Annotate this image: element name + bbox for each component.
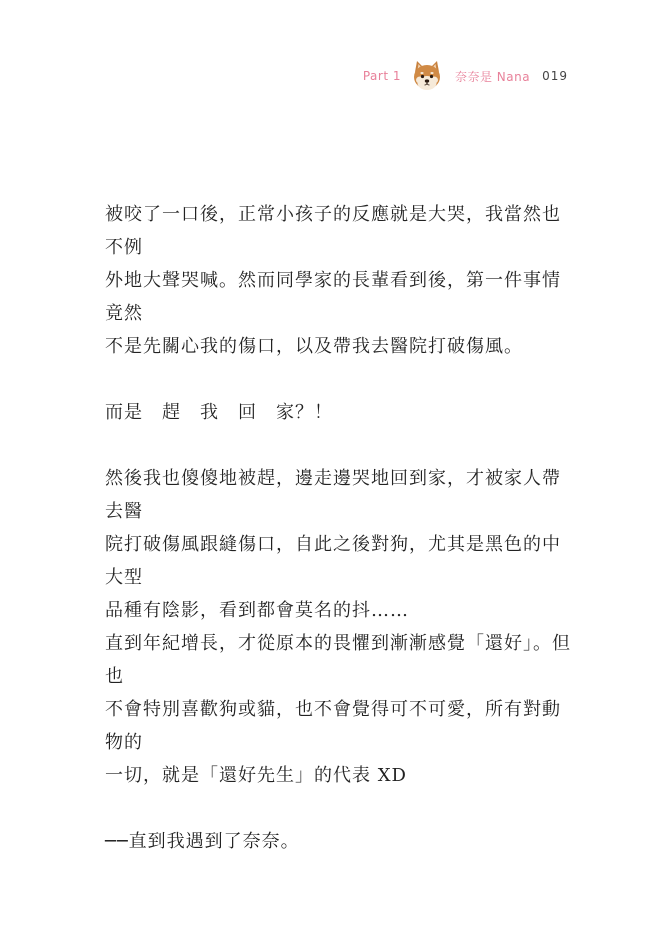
paragraph-gap [105,429,575,462]
paragraph-sent-home: 而是 趕 我 回 家？！ [105,402,333,423]
running-header [363,56,568,96]
chapter-title: 奈奈是 Nana [454,69,531,84]
body-text [105,198,575,858]
shiba-dog-face-icon [409,58,445,94]
paragraph-gap [105,363,575,396]
paragraph-met-nana: ──直到我遇到了奈奈。 [105,831,300,852]
part-label: Part 1 [362,69,401,83]
paragraph-growing-up: 直到年紀增長，才從原本的畏懼到漸漸感覺「還好」。但也 不會特別喜歡狗或貓，也不會覺得可不可愛，所有對動物的 一切，就是「還好先生」的代表 XD [105,633,571,786]
paragraph-gap [105,792,575,825]
paragraph-bite-reaction: 被咬了一口後，正常小孩子的反應就是大哭，我當然也不例 外地大聲哭喊。然而同學家的長輩看到後，第一件事情竟然 不是先關心我的傷口，以及帶我去醫院打破傷風。 [105,204,561,357]
page-number: 019 [542,69,568,83]
paragraph-hospital: 然後我也傻傻地被趕，邊走邊哭地回到家，才被家人帶去醫 院打破傷風跟縫傷口，自此之後對狗，尤其是黑色的中大型 品種有陰影，看到都會莫名的抖…… [105,468,561,621]
